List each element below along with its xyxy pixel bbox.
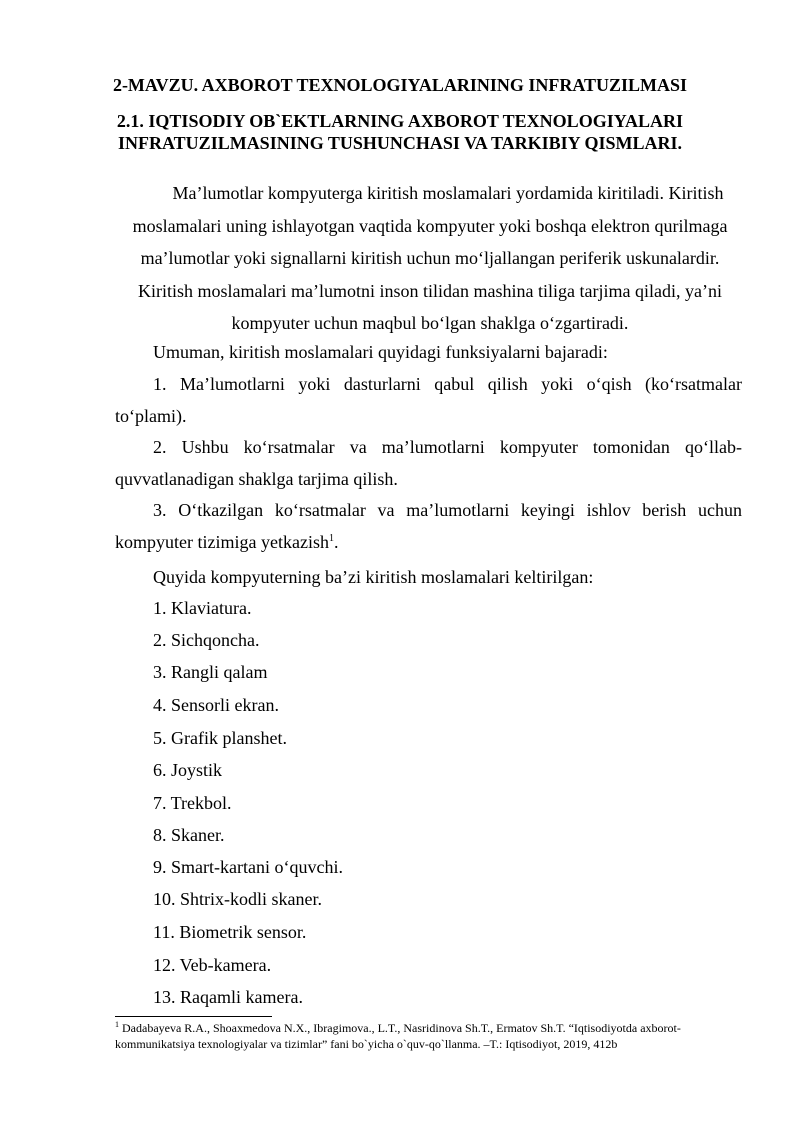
intro-line: ma’lumotlar yoki signallarni kiritish uchun mo‘ljallangan periferik uskunalardir. xyxy=(140,248,720,268)
device-list-item: 9. Smart-kartani o‘quvchi. xyxy=(153,857,343,877)
device-list-item: 11. Biometrik sensor. xyxy=(153,922,307,942)
device-list-item: 2. Sichqoncha. xyxy=(153,630,260,650)
section-title-line-1: 2.1. IQTISODIY OB`EKTLARNING AXBOROT TEXNOLOGIYALARI xyxy=(116,111,684,131)
device-list-item: 1. Klaviatura. xyxy=(153,598,252,618)
device-list-item: 6. Joystik xyxy=(153,760,223,780)
devices-intro: Quyida kompyuterning ba’zi kiritish moslamalari keltirilgan: xyxy=(153,567,594,587)
footnote-reference: 1 xyxy=(328,533,334,544)
intro-paragraph xyxy=(110,177,750,340)
function-item-3 xyxy=(115,494,742,558)
intro-line: kompyuter uchun maqbul bo‘lgan shaklga o‘zgartiradi. xyxy=(231,313,629,333)
section-title-line-2: INFRATUZILMASINING TUSHUNCHASI VA TARKIBIY QISMLARI. xyxy=(118,133,682,153)
section-title xyxy=(0,110,800,154)
device-list-item: 5. Grafik planshet. xyxy=(153,728,287,748)
device-list-item: 7. Trekbol. xyxy=(153,793,232,813)
intro-line: moslamalari uning ishlayotgan vaqtida kompyuter yoki boshqa elektron qurilmaga xyxy=(132,215,728,236)
intro-line: Kiritish moslamalari ma’lumotni inson tilidan mashina tiliga tarjima qiladi, ya’ni xyxy=(138,280,722,301)
chapter-title: 2-MAVZU. AXBOROT TEXNOLOGIYALARINING INFRATUZILMASI xyxy=(112,75,688,95)
footnote-text: Dadabayeva R.A., Shoaxmedova N.X., Ibragimova., L.T., Nasridinova Sh.T., Ermatov Sh.T. “Iqtisodiyotda axborot-kommunikatsiya texnologiyalar va tizimlar” fani bo`yicha o`quv-qo`llanma. –T.: Iqtisodiyot, 2019, 412b xyxy=(115,1021,681,1051)
function-item-2: 2. Ushbu ko‘rsatmalar va ma’lumotlarni kompyuter tomonidan qo‘llab-quvvatlanadigan shaklga tarjima qilish. xyxy=(115,437,742,489)
function-item-1: 1. Ma’lumotlarni yoki dasturlarni qabul qilish yoki o‘qish (ko‘rsatmalar to‘plami). xyxy=(115,374,742,426)
footnote-separator xyxy=(115,1016,272,1017)
device-list-item: 8. Skaner. xyxy=(153,825,225,845)
function-item-3-end: . xyxy=(333,532,339,552)
function-item-3-text: 3. O‘tkazilgan ko‘rsatmalar va ma’lumotlarni keyingi ishlov berish uchun kompyuter tizimiga yetkazish xyxy=(115,500,742,552)
intro-line: Ma’lumotlar kompyuterga kiritish moslamalari yordamida kiritiladi. Kiritish xyxy=(172,183,724,203)
device-list-item: 4. Sensorli ekran. xyxy=(153,695,279,715)
footnote xyxy=(115,1021,747,1052)
device-list-item: 3. Rangli qalam xyxy=(153,662,268,682)
device-list-item: 12. Veb-kamera. xyxy=(153,955,272,975)
functions-intro: Umuman, kiritish moslamalari quyidagi funksiyalarni bajaradi: xyxy=(153,342,608,362)
device-list-item: 13. Raqamli kamera. xyxy=(153,987,303,1007)
footnote-mark: 1 xyxy=(115,1020,119,1029)
device-list-item: 10. Shtrix-kodli skaner. xyxy=(153,889,322,909)
